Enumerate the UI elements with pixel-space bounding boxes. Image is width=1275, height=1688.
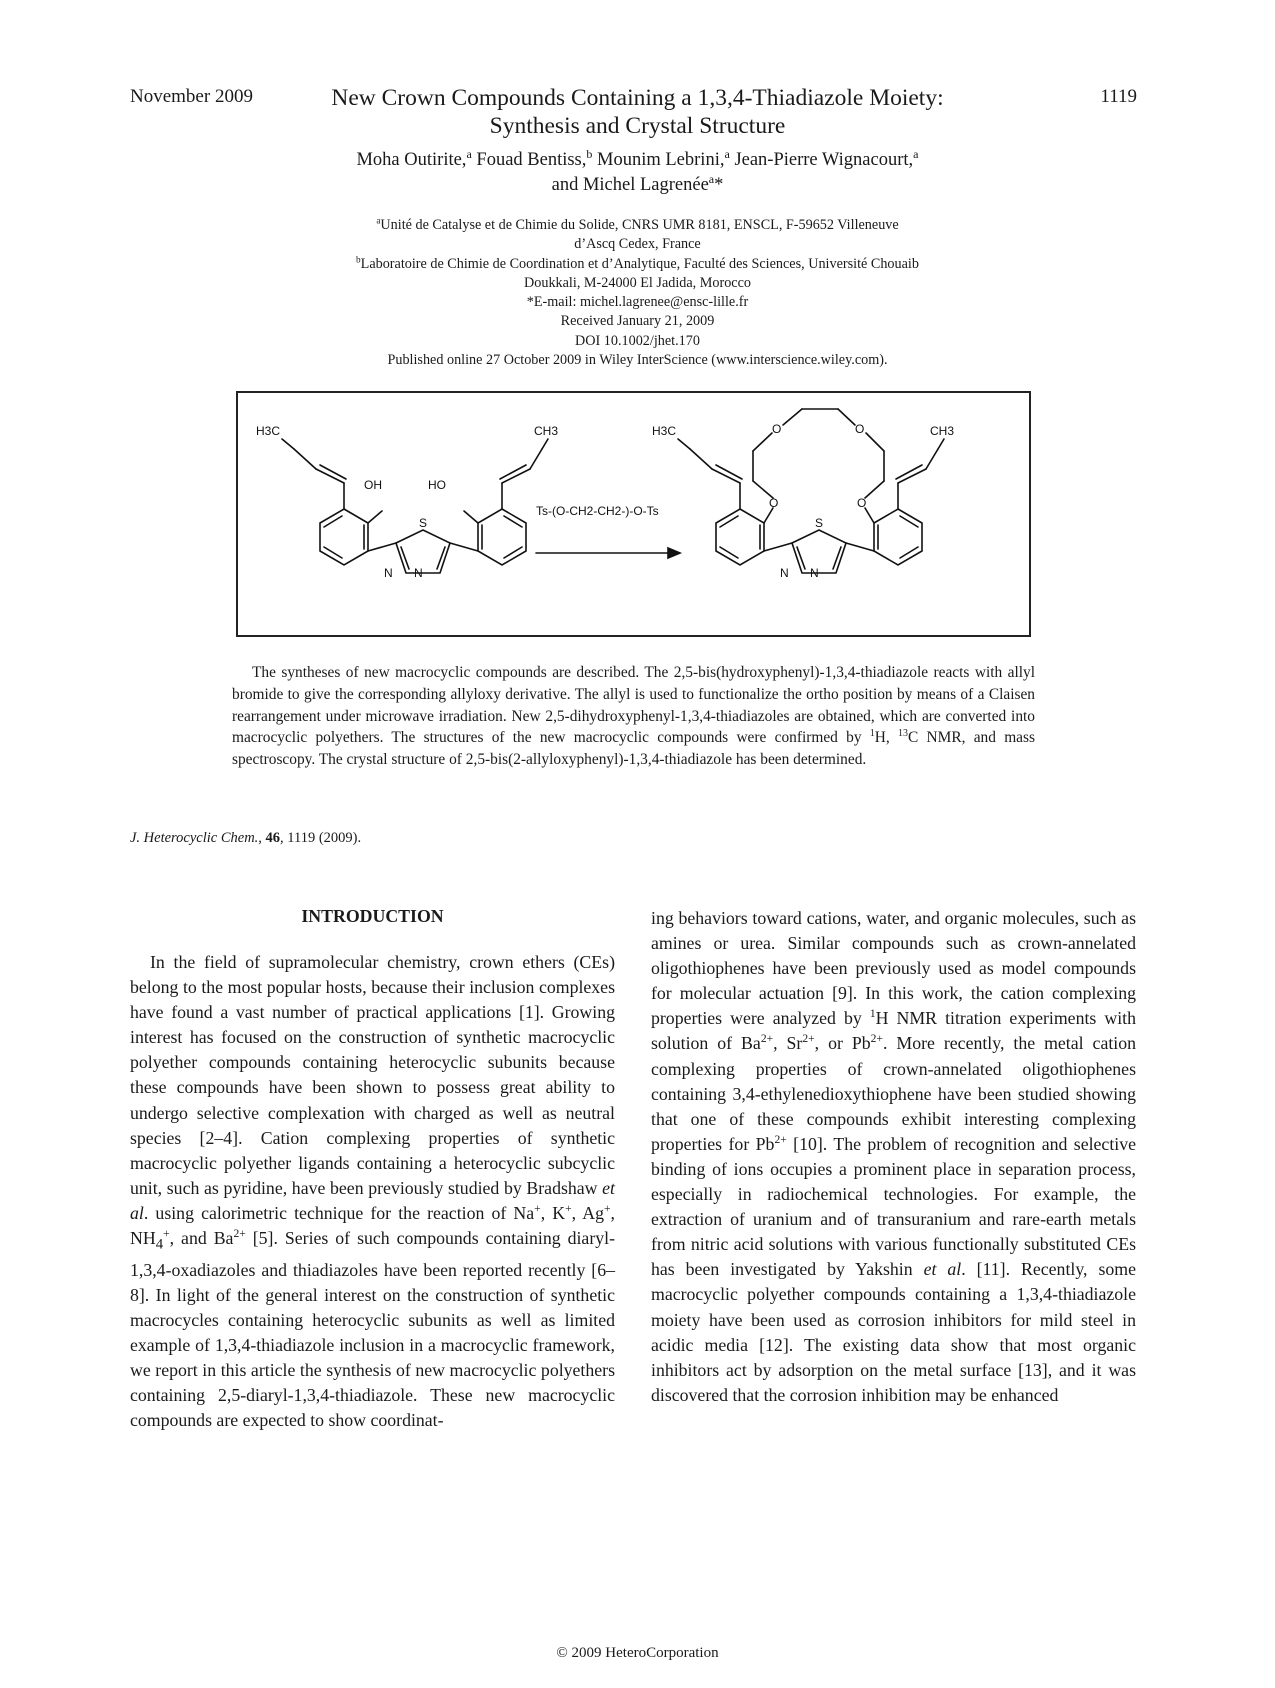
label-nitrogen-product-b: N xyxy=(810,566,819,580)
journal-pages-year: , 1119 (2009). xyxy=(280,830,362,846)
journal-citation xyxy=(130,830,361,847)
charge-superscript: 2+ xyxy=(233,1227,246,1241)
body-text: H NMR titration experiments with solution of Ba xyxy=(651,1008,1136,1054)
body-text: . [11]. Recently, some macrocyclic polyether compounds containing a 1,3,4-thiadiazole moiety have been used as corrosion inhibitors for mild steel in acidic media [12]. The existing data show that most organic inhibitors act by adsorption on the metal surface [13], and it was discovered that the corrosion inhibition may be enhanced xyxy=(651,1259,1136,1405)
label-sulfur-product: S xyxy=(815,516,824,530)
author-name: Moha Outirite, xyxy=(356,150,467,170)
reaction-scheme-drawing xyxy=(238,393,1029,635)
affiliation-text: Unité de Catalyse et de Chimie du Solide, CNRS UMR 8181, ENSCL, F-59652 Villeneuve xyxy=(380,217,899,233)
body-text-italic: et al xyxy=(923,1259,962,1280)
abstract-text: H, xyxy=(874,729,899,747)
label-oxygen-top-right: O xyxy=(855,422,865,436)
author-affiliation-marker: a xyxy=(724,146,730,161)
body-text: . using calorimetric technique for the reaction of Na xyxy=(143,1202,535,1223)
body-column-right xyxy=(651,906,1136,1408)
article-title-line-1: New Crown Compounds Containing a 1,3,4-Thiadiazole Moiety: xyxy=(331,85,944,111)
author-list xyxy=(260,148,1015,198)
body-column-left xyxy=(130,950,615,1433)
author-name: Fouad Bentiss, xyxy=(471,150,587,170)
author-line-1 xyxy=(260,148,1015,173)
label-nitrogen-reactant-a: N xyxy=(384,566,393,580)
charge-superscript: + xyxy=(534,1202,541,1216)
label-nitrogen-reactant-b: N xyxy=(414,566,423,580)
author-name: Mounim Lebrini, xyxy=(592,150,725,170)
reaction-arrow-head xyxy=(668,548,680,558)
product-thiadiazole-ring xyxy=(792,530,846,573)
received-date: Received January 21, 2009 xyxy=(560,313,715,330)
abstract-text: C NMR, and mass spectroscopy. The crystal structure of 2,5-bis(2-allyloxyphenyl)-1,3,4-thiadiazole has been determined. xyxy=(232,729,1035,769)
doi: DOI 10.1002/jhet.170 xyxy=(575,332,700,349)
label-sulfur-reactant: S xyxy=(419,516,428,530)
label-oh: OH xyxy=(364,478,382,492)
copyright-footer: © 2009 HeteroCorporation xyxy=(556,1645,719,1661)
label-nitrogen-product-a: N xyxy=(780,566,789,580)
label-reagent: Ts-(O-CH2-CH2-)-O-Ts xyxy=(536,504,659,518)
label-ho: HO xyxy=(428,478,446,492)
author-affiliation-marker: b xyxy=(586,146,593,161)
benzene-ring-right xyxy=(478,509,526,565)
affiliation-a-line-2: d’Ascq Cedex, France xyxy=(574,236,701,253)
label-ch3-product: CH3 xyxy=(930,424,955,438)
body-text: , Ag xyxy=(571,1202,604,1223)
affiliation-text: Laboratoire de Chimie de Coordination et d’Analytique, Faculté des Sciences, Université Chouaib xyxy=(360,255,919,272)
charge-superscript: + xyxy=(565,1202,572,1216)
body-text: , or Pb xyxy=(814,1033,871,1054)
label-oxygen-bottom-right: O xyxy=(857,496,867,510)
abstract-text: The syntheses of new macrocyclic compounds are described. The 2,5-bis(hydroxyphenyl)-1,3,4-thiadiazole reacts with allyl bromide to give the corresponding allyloxy derivative. The allyl is used to functionalize the ortho position by means of a Claisen rearrangement under microwave irradiation. New 2,5-dihydroxyphenyl-1,3,4-thiadiazoles are obtained, which are converted into macrocyclic polyethers. The structures of the new macrocyclic compounds were confirmed by xyxy=(232,664,1035,747)
journal-name: J. Heterocyclic Chem., xyxy=(130,830,262,846)
abstract xyxy=(232,662,1035,771)
author-affiliation-marker: a xyxy=(913,146,919,161)
body-text: . More recently, the metal cation complexing properties of crown-annelated oligothiophenes containing 3,4-ethylenedioxythiophene have been studied showing that one of these compounds exhibit interesting complexing properties for Pb xyxy=(651,1033,1136,1154)
charge-superscript: 2+ xyxy=(802,1032,815,1046)
body-text: [5]. Series of such compounds containing diaryl-1,3,4-oxadiazoles and thiadiazoles have been reported recently [6–8]. In light of the general interest on the construction of synthetic macrocycles containing heterocyclic subunits as well as limited example of 1,3,4-thiadiazole inclusion in a macrocyclic framework, we report in this article the synthesis of new macrocyclic polyethers containing 2,5-diaryl-1,3,4-thiadiazole. These new macrocyclic compounds are expected to show coordinat- xyxy=(130,1228,615,1431)
label-h3c-product: H3C xyxy=(652,424,677,438)
author-affiliation-marker: a xyxy=(708,171,715,186)
charge-superscript: 2+ xyxy=(760,1032,774,1046)
corresponding-email: *E-mail: michel.lagrenee@ensc-lille.fr xyxy=(526,294,749,311)
charge-superscript: + xyxy=(163,1227,170,1241)
affiliation-a-line-1 xyxy=(260,216,1015,235)
isotope-superscript: 13 xyxy=(898,728,909,740)
section-heading-introduction: INTRODUCTION xyxy=(301,906,444,926)
journal-volume: 46 xyxy=(265,830,281,846)
label-h3c-reactant: H3C xyxy=(256,424,281,438)
author-name: and Michel Lagrenée xyxy=(551,175,709,195)
product-benzene-ring-left xyxy=(716,509,764,565)
page-number: 1119 xyxy=(1100,86,1137,107)
publication-note: Published online 27 October 2009 in Wiley InterScience (www.interscience.wiley.com). xyxy=(387,352,888,369)
isotope-superscript: 1 xyxy=(869,728,875,740)
body-text: [10]. The problem of recognition and selective binding of ions occupies a prominent place in separation process, especially in radiochemical technologies. For example, the extraction of uranium and of transuranium and rare-earth metals from nitric acid solutions with various functionally substituted CEs has been investigated by Yakshin xyxy=(651,1133,1136,1280)
article-title-line-2: Synthesis and Crystal Structure xyxy=(489,113,786,139)
author-line-2 xyxy=(260,173,1015,198)
body-text-italic: et al xyxy=(130,1177,615,1223)
graphical-abstract-scheme xyxy=(236,391,1031,637)
corresponding-author-marker: * xyxy=(714,175,724,195)
product-benzene-ring-right xyxy=(874,509,922,565)
affiliations-block xyxy=(260,216,1015,370)
body-text: , NH xyxy=(130,1202,615,1249)
body-text: In the field of supramolecular chemistry, crown ethers (CEs) belong to the most popular hosts, because their inclusion complexes have found a vast number of practical applications [1]. Growing interest has focused on the construction of synthetic macrocyclic polyether compounds containing heterocyclic subunits because these compounds have been shown to possess great ability to undergo selective complexation with charged as well as neutral species [2–4]. Cation complexing properties of synthetic macrocyclic polyether ligands containing a heterocyclic subcyclic unit, such as pyridine, have been previously studied by Bradshaw xyxy=(130,952,615,1198)
article-title xyxy=(260,84,1015,140)
thiadiazole-ring-left xyxy=(396,530,450,573)
affiliation-b-line-2: Doukkali, M-24000 El Jadida, Morocco xyxy=(524,274,751,291)
author-affiliation-marker: a xyxy=(466,146,472,161)
body-text: , Sr xyxy=(773,1033,803,1054)
running-header-date: November 2009 xyxy=(130,86,253,107)
label-oxygen-top-left: O xyxy=(772,422,782,436)
benzene-ring-left xyxy=(320,509,368,565)
subscript: 4 xyxy=(155,1236,164,1253)
author-name: Jean-Pierre Wignacourt, xyxy=(729,150,914,170)
charge-superscript: 2+ xyxy=(774,1132,787,1146)
affiliation-marker: b xyxy=(356,253,361,264)
label-ch3-reactant: CH3 xyxy=(534,424,559,438)
body-text: , and Ba xyxy=(169,1228,234,1249)
isotope-superscript: 1 xyxy=(869,1007,876,1021)
body-text: , K xyxy=(540,1202,566,1223)
affiliation-marker: a xyxy=(376,215,381,226)
label-oxygen-bottom-left: O xyxy=(769,496,779,510)
charge-superscript: 2+ xyxy=(870,1032,883,1046)
affiliation-b-line-1 xyxy=(260,255,1015,274)
charge-superscript: + xyxy=(604,1202,611,1216)
body-text: ing behaviors toward cations, water, and organic molecules, such as amines or urea. Similar compounds such as crown-annelated oligothiophenes have been previously used as model compounds for molecular actuation [9]. In this work, the cation complexing properties were analyzed by xyxy=(651,908,1136,1029)
